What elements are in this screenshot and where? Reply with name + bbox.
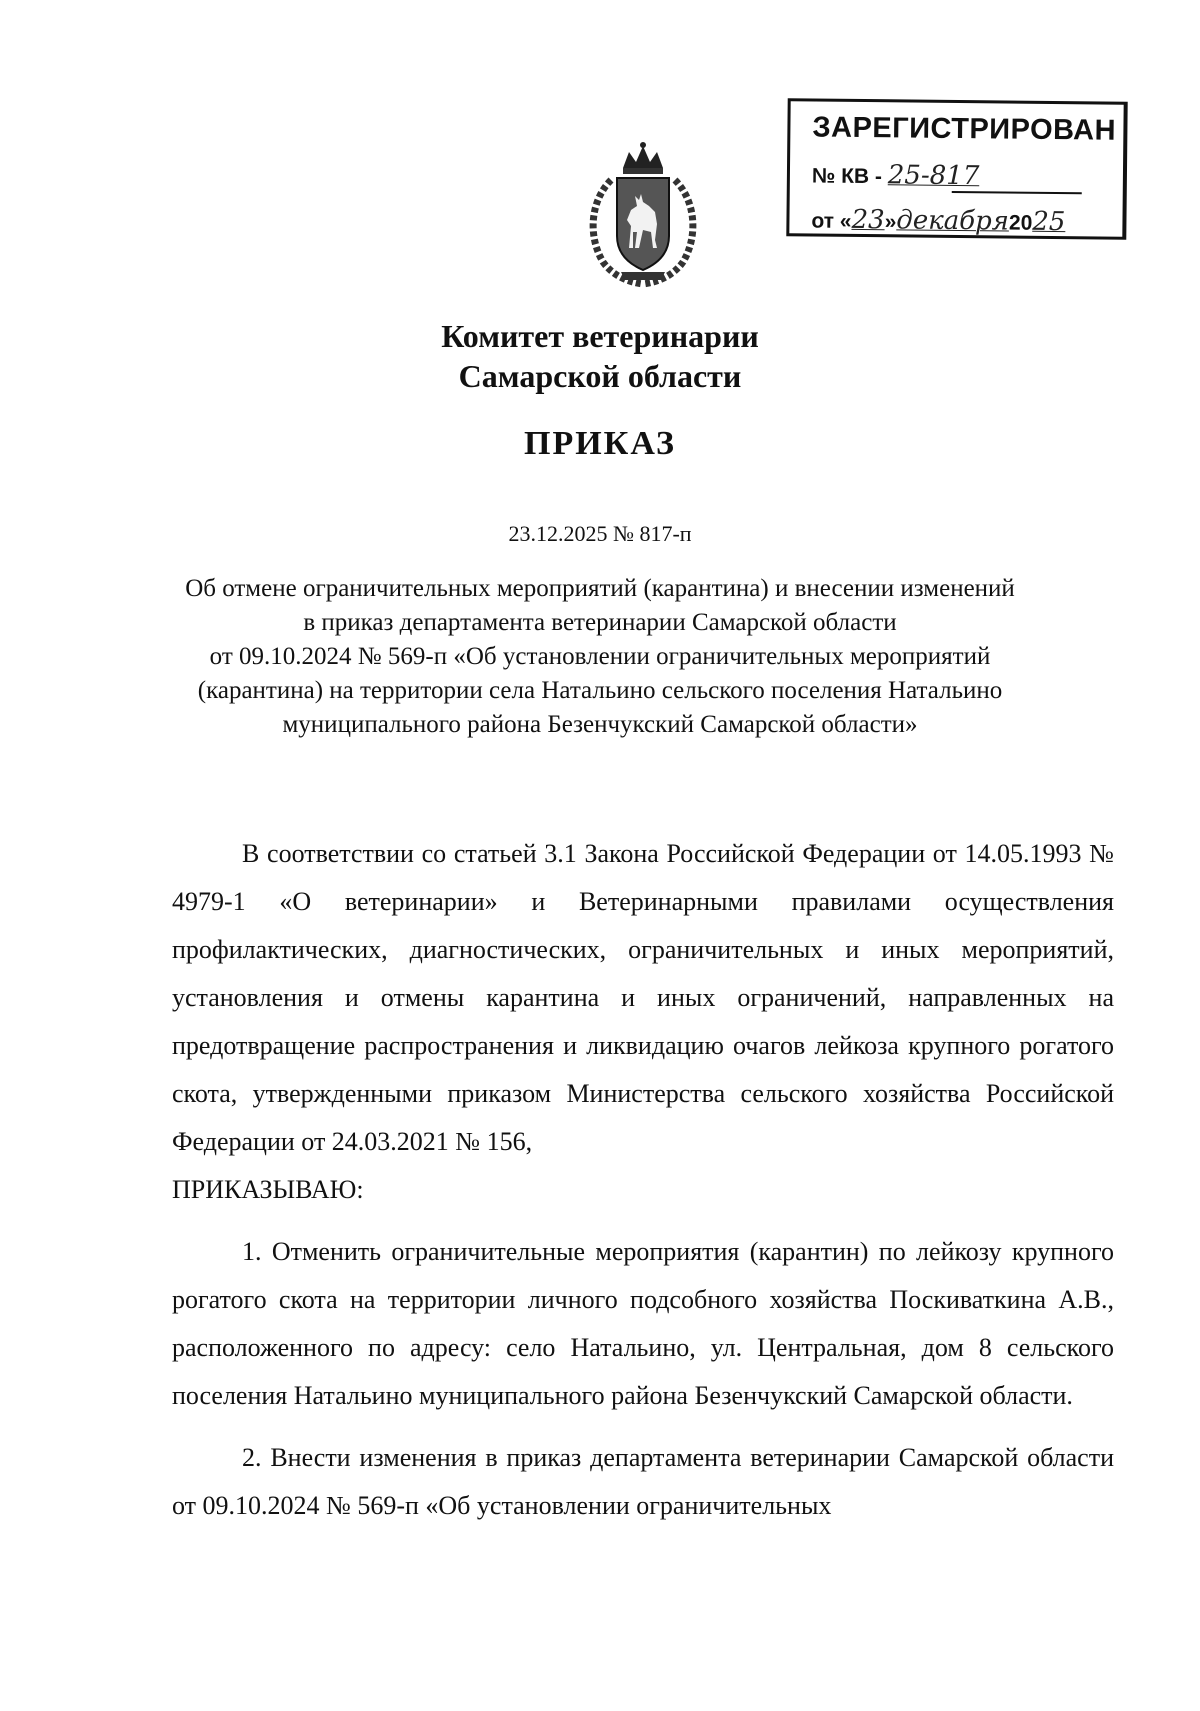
order-item-1: 1. Отменить ограничительные мероприятия (карантин) по лейкозу крупного рогатого скота на территории личного подсобного хозяйства Поскиваткина А.В., расположенного по адресу: село Натальино, ул. Центральная, дом 8 сельского поселения Натальино муниципального района Безенчукский Самарской области. [172, 1237, 1114, 1410]
order-item-2: 2. Внести изменения в приказ департамента ветеринарии Самарской области от 09.10.2024 № 569-п «Об установлении ограничительных [172, 1443, 1114, 1520]
subject-line: Об отмене ограничительных мероприятий (карантина) и внесении изменений [185, 575, 1015, 602]
stamp-date-year-prefix: 20 [1008, 211, 1033, 235]
coat-of-arms-emblem [573, 140, 713, 288]
stamp-title: ЗАРЕГИСТРИРОВАН [812, 111, 1117, 147]
stamp-number-label: № КВ - [811, 164, 883, 189]
stamp-date-day: 23 [851, 204, 885, 236]
stamp-date-prefix: от « [811, 209, 852, 233]
subject-line: муниципального района Безенчукский Самарской области» [282, 711, 918, 738]
organization-line-1: Комитет ветеринарии [441, 318, 759, 354]
stamp-date-year-suffix: 25 [1032, 206, 1066, 238]
order-subject [150, 572, 1050, 742]
organization-name [0, 316, 1200, 396]
subject-line: от 09.10.2024 № 569-п «Об установлении ограничительных мероприятий [209, 643, 991, 670]
order-date-number: 23.12.2025 № 817-п [508, 521, 692, 546]
preamble-paragraph: В соответствии со статьей 3.1 Закона Российской Федерации от 14.05.1993 № 4979-1 «О ветеринарии» и Ветеринарными правилами осуществления профилактических, диагностических, ограничительных и иных мероприятий, установления и отмены карантина и иных ограничений, направленных на предотвращение распространения и ликвидацию очагов лейкоза крупного рогатого скота, утвержденными приказом Министерства сельского хозяйства Российской Федерации от 24.03.2021 № 156, [172, 839, 1114, 1156]
stamp-date-line [811, 204, 1065, 237]
order-body [172, 830, 1114, 1530]
organization-line-2: Самарской области [458, 358, 742, 394]
stamp-number-rule [952, 191, 1082, 194]
subject-line: (карантина) на территории села Натальино сельского поселения Натальино [197, 677, 1003, 704]
order-word: ПРИКАЗЫВАЮ: [172, 1175, 364, 1204]
stamp-date-mid: » [884, 210, 897, 234]
stamp-number-line [812, 159, 980, 191]
document-type-title: ПРИКАЗ [524, 425, 676, 462]
registration-stamp [786, 98, 1127, 240]
subject-line: в приказ департамента ветеринарии Самарской области [303, 609, 897, 636]
stamp-date-month: декабря [896, 205, 1010, 237]
stamp-number-handwritten: 25-817 [887, 160, 980, 192]
